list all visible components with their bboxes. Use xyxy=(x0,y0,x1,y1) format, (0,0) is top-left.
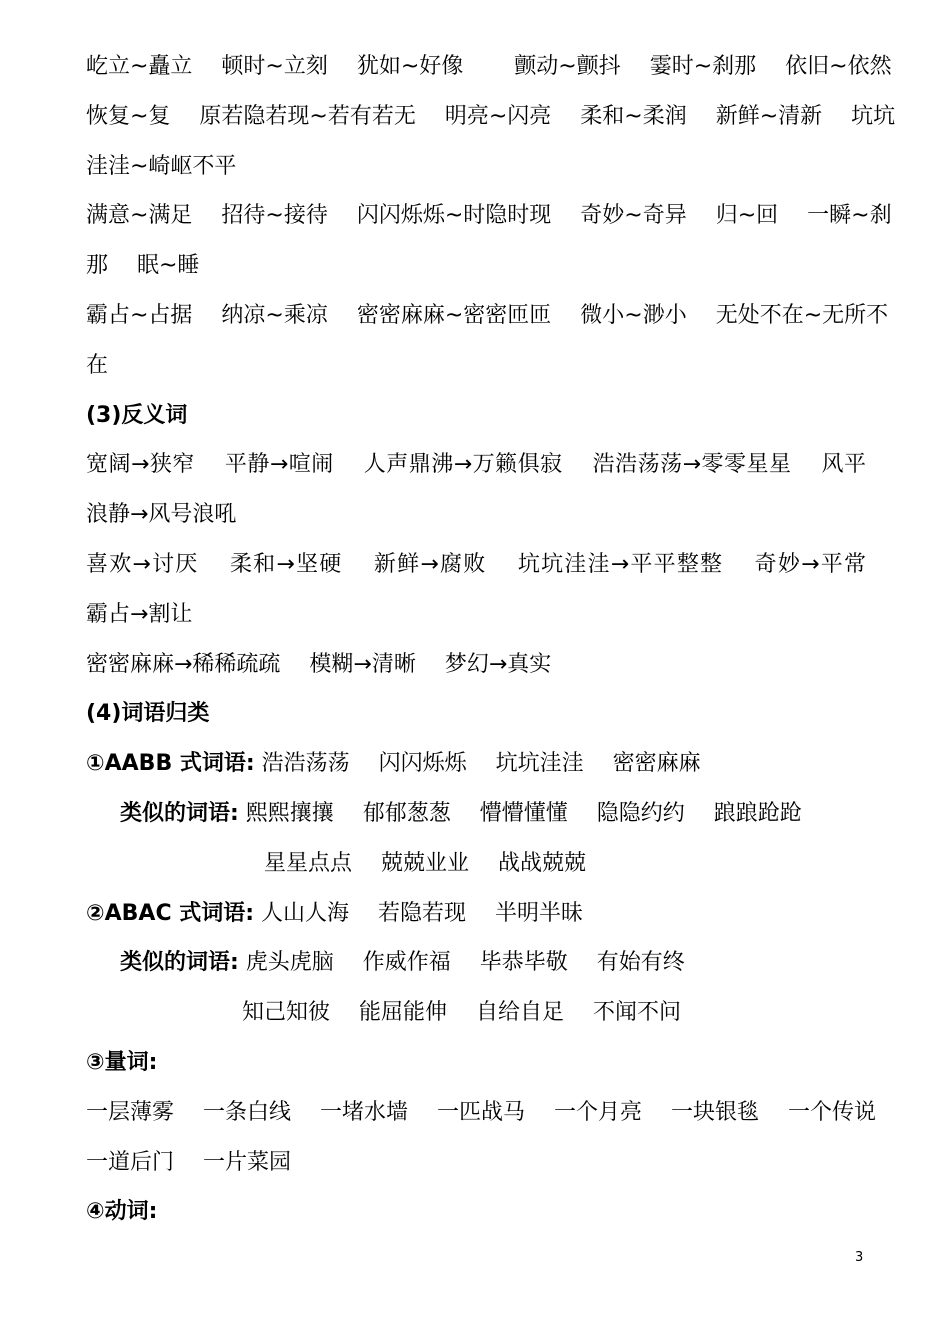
aabb-similar-label: 类似的词语: xyxy=(120,800,239,826)
aabb-label: ①AABB 式词语: xyxy=(86,751,255,777)
antonym-line-2: 浪静→风号浪吼 xyxy=(86,502,237,528)
synonym-line-5: 那 眠~睡 xyxy=(86,253,200,279)
abac-line xyxy=(86,889,866,939)
measure-word-line-2: 一道后门 一片菜园 xyxy=(86,1149,291,1175)
measure-word-heading: ③量词: xyxy=(86,1049,158,1075)
synonym-line-4: 满意~满足 招待~接待 闪闪烁烁~时隐时现 奇妙~奇异 归~回 一瞬~刹 xyxy=(86,203,892,229)
abac-words: 人山人海 若隐若现 半明半昧 xyxy=(254,900,584,926)
document-body xyxy=(86,42,896,1237)
aabb-similar-continued: 星星点点 兢兢业业 战战兢兢 xyxy=(264,850,586,876)
classification-heading: (4)词语归类 xyxy=(86,701,210,727)
antonym-line-5: 密密麻麻→稀稀疏疏 模糊→清晰 梦幻→真实 xyxy=(86,651,552,677)
synonym-line-6: 霸占~占据 纳凉~乘凉 密密麻麻~密密匝匝 微小~渺小 无处不在~无所不 xyxy=(86,302,889,328)
aabb-words: 浩浩荡荡 闪闪烁烁 坑坑洼洼 密密麻麻 xyxy=(254,751,701,777)
abac-label: ②ABAC 式词语: xyxy=(86,900,255,926)
antonym-heading: (3)反义词 xyxy=(86,402,188,428)
abac-similar-label: 类似的词语: xyxy=(120,950,239,976)
aabb-similar-line xyxy=(86,789,866,839)
verb-heading: ④动词: xyxy=(86,1199,158,1225)
antonym-line-1: 宽阔→狭窄 平静→喧闹 人声鼎沸→万籁俱寂 浩浩荡荡→零零星星 风平 xyxy=(86,452,866,478)
page-number: 3 xyxy=(855,1250,864,1265)
synonym-line-7: 在 xyxy=(86,352,109,378)
abac-similar-line xyxy=(86,938,866,988)
synonym-line-2: 恢复~复 原若隐若现~若有若无 明亮~闪亮 柔和~柔润 新鲜~清新 坑坑 xyxy=(86,103,896,129)
antonym-line-3: 喜欢→讨厌 柔和→坚硬 新鲜→腐败 坑坑洼洼→平平整整 奇妙→平常 xyxy=(86,551,866,577)
synonym-line-3: 洼洼~崎岖不平 xyxy=(86,153,237,179)
antonym-line-4: 霸占→割让 xyxy=(86,601,193,627)
abac-similar-continued: 知己知彼 能屈能伸 自给自足 不闻不问 xyxy=(242,1000,681,1026)
aabb-similar-words: 熙熙攘攘 郁郁葱葱 懵懵懂懂 隐隐约约 踉踉跄跄 xyxy=(238,800,802,826)
synonym-line-1: 屹立~矗立 顿时~立刻 犹如~好像 颤动~颤抖 霎时~刹那 依旧~依然 xyxy=(86,54,892,79)
measure-word-line-1: 一层薄雾 一条白线 一堵水墙 一匹战马 一个月亮 一块银毯 一个传说 xyxy=(86,1099,876,1125)
aabb-line xyxy=(86,739,866,789)
abac-similar-words: 虎头虎脑 作威作福 毕恭毕敬 有始有终 xyxy=(238,950,685,976)
